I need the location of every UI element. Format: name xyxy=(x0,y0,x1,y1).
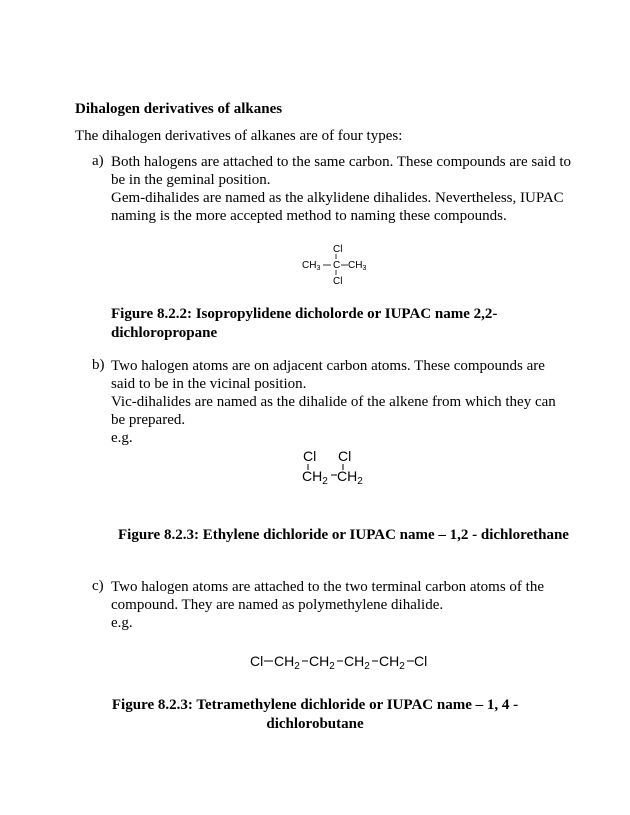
item-b-line-4: be prepared. xyxy=(111,412,186,428)
struct-a-bottom-cl: Cl xyxy=(333,276,343,287)
item-c-text xyxy=(111,578,544,632)
item-a-line-2: be in the geminal position. xyxy=(111,172,271,188)
struct-c-cl-left: Cl xyxy=(250,653,264,669)
caption-a-line-2: dichloropropane xyxy=(111,325,218,341)
structure-2-2-dichloropropane xyxy=(296,240,376,288)
intro-text: The dihalogen derivatives of alkanes are of four types: xyxy=(75,128,403,144)
struct-c-group-3: $CH_2$ xyxy=(344,653,370,672)
item-b-line-2: said to be in the vicinal position. xyxy=(111,376,307,392)
item-a-letter: a) xyxy=(92,153,104,169)
item-c-letter: c) xyxy=(92,578,104,594)
struct-c-group-2: $CH_2$ xyxy=(309,653,335,672)
struct-a-top-cl: Cl xyxy=(333,244,343,255)
struct-a-center-c: C xyxy=(333,260,341,271)
caption-a-line-1: Figure 8.2.2: Isopropylidene dicholorde or IUPAC name 2,2- xyxy=(111,306,498,322)
item-b-line-5: e.g. xyxy=(111,430,133,446)
caption-c-line-1: Figure 8.2.3: Tetramethylene dichloride or IUPAC name – 1, 4 - xyxy=(111,697,519,713)
struct-c-group-4: $CH_2$ xyxy=(379,653,405,672)
item-c-line-1: Two halogen atoms are attached to the two terminal carbon atoms of the xyxy=(111,579,544,595)
struct-c-group-1: $CH_2$ xyxy=(274,653,300,672)
item-c-line-3: e.g. xyxy=(111,615,133,631)
item-b-line-3: Vic-dihalides are named as the dihalide of the alkene from which they can xyxy=(111,394,556,410)
structure-1-2-dichloroethane xyxy=(298,446,378,488)
section-heading: Dihalogen derivatives of alkanes xyxy=(75,101,283,117)
figure-caption-8-2-3-b xyxy=(0,696,630,734)
figure-caption-8-2-2 xyxy=(111,305,497,343)
caption-c-line-2: dichlorobutane xyxy=(266,716,364,732)
item-c-line-2: compound. They are named as polymethylene dihalide. xyxy=(111,597,444,613)
struct-c-cl-right: Cl xyxy=(414,653,428,669)
struct-a-left-group: $CH_3$ xyxy=(302,260,321,272)
figure-caption-8-2-3-a: Figure 8.2.3: Ethylene dichloride or IUPAC name – 1,2 - dichlorethane xyxy=(118,527,569,543)
struct-b-group-left: $CH_2$ xyxy=(302,468,328,487)
struct-b-group-right: $CH_2$ xyxy=(337,468,363,487)
item-a-line-4: naming is the more accepted method to naming these compounds. xyxy=(111,208,507,224)
struct-a-right-group: $CH_3$ xyxy=(348,260,367,272)
item-b-letter: b) xyxy=(92,357,105,373)
item-a-line-1: Both halogens are attached to the same carbon. These compounds are said to xyxy=(111,154,571,170)
struct-b-cl-right: Cl xyxy=(338,448,352,464)
struct-b-cl-left: Cl xyxy=(303,448,317,464)
item-b-text xyxy=(111,357,556,447)
item-a-line-3: Gem-dihalides are named as the alkylidene dihalides. Nevertheless, IUPAC xyxy=(111,190,564,206)
structure-1-4-dichlorobutane xyxy=(248,648,428,674)
item-a-text xyxy=(111,153,571,225)
item-b-line-1: Two halogen atoms are on adjacent carbon atoms. These compounds are xyxy=(111,358,545,374)
